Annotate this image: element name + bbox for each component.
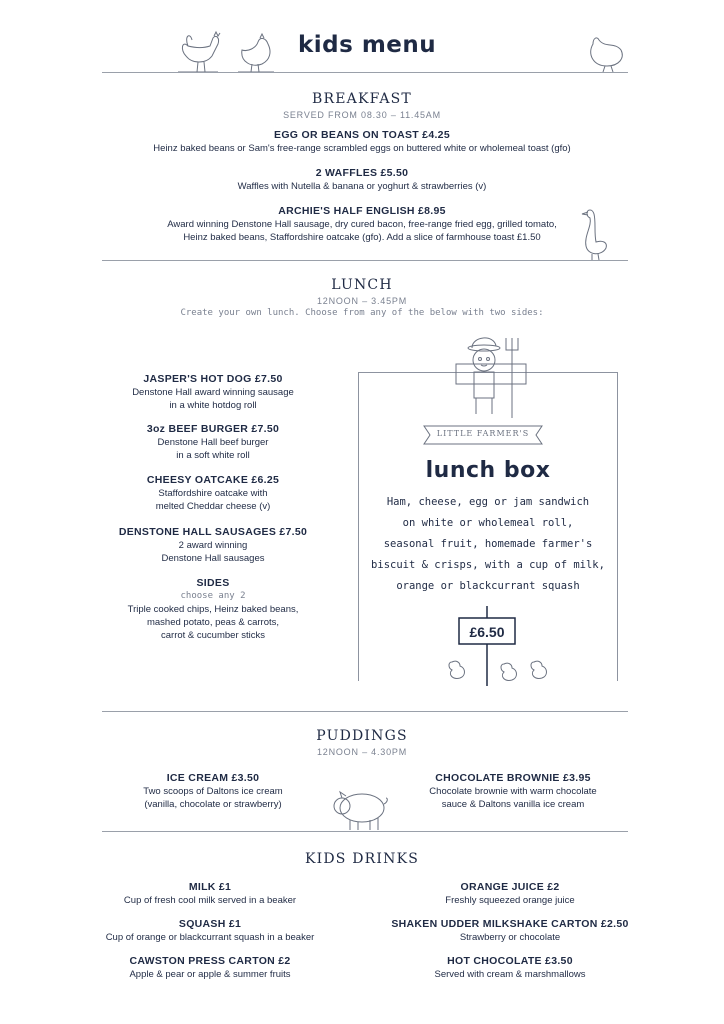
lunch-box-line: Ham, cheese, egg or jam sandwich (386, 496, 590, 508)
item-desc: Waffles with Nutella & banana or yoghurt & strawberries (v) (237, 181, 487, 192)
item-name: CHEESY OATCAKE £6.25 (146, 474, 280, 486)
item-desc-line2: sauce & Daltons vanilla ice cream (441, 799, 585, 810)
item-desc-line1: Two scoops of Daltons ice cream (143, 786, 283, 797)
drink-item-milkshake (384, 917, 636, 944)
lunch-box-description (358, 492, 618, 597)
lunch-served: 12NOON – 3.45PM (316, 296, 408, 306)
item-name: ORANGE JUICE £2 (460, 881, 560, 893)
item-name: SHAKEN UDDER MILKSHAKE CARTON £2.50 (391, 918, 629, 930)
farmer-illustration (456, 330, 526, 420)
drink-item-milk (90, 880, 330, 907)
item-desc: Served with cream & marshmallows (434, 969, 586, 980)
item-desc: Heinz baked beans or Sam's free-range scrambled eggs on buttered white or wholemeal toast (gfo) (153, 143, 571, 154)
lunch-box-title: lunch box (425, 458, 551, 483)
lunch-box-line: on white or wholemeal roll, (402, 517, 574, 529)
drink-item-hot-chocolate (390, 954, 630, 981)
item-desc: Cup of fresh cool milk served in a beaker (123, 895, 297, 906)
item-name: EGG OR BEANS ON TOAST £4.25 (274, 129, 450, 141)
menu-item-waffles (0, 166, 724, 193)
item-desc-line1: Award winning Denstone Hall sausage, dry cured bacon, free-range fried egg, grilled tomato, (167, 219, 557, 230)
item-name: SQUASH £1 (178, 918, 242, 930)
item-desc: Strawberry or chocolate (459, 932, 561, 943)
menu-item-brownie (400, 771, 626, 811)
lunch-intro: Create your own lunch. Choose from any of the below with two sides: (180, 308, 544, 318)
sides-desc-line3: carrot & cucumber sticks (161, 630, 265, 641)
item-name: 2 WAFFLES £5.50 (315, 167, 409, 179)
item-desc-line1: Staffordshire oatcake with (158, 488, 268, 499)
puddings-rule (102, 831, 628, 832)
menu-item-hot-dog (102, 372, 324, 412)
drinks-heading: KIDS DRINKS (304, 851, 420, 867)
puddings-served: 12NOON – 4.30PM (316, 747, 408, 757)
lunch-rule (102, 711, 628, 712)
pig-illustration (328, 786, 390, 832)
lunch-box-banner: LITTLE FARMER'S (436, 429, 530, 438)
lunch-box-line: seasonal fruit, homemade farmer's (383, 538, 593, 550)
item-name: DENSTONE HALL SAUSAGES £7.50 (118, 526, 308, 538)
item-desc-line1: 2 award winning (178, 540, 248, 551)
item-desc: Freshly squeezed orange juice (445, 895, 575, 906)
item-name: JASPER'S HOT DOG £7.50 (143, 373, 283, 385)
item-desc-line2: Denstone Hall sausages (161, 553, 265, 564)
item-desc-line2: in a white hotdog roll (169, 400, 257, 411)
drink-item-squash (90, 917, 330, 944)
lunch-box-line: orange or blackcurrant squash (396, 580, 580, 592)
item-desc-line2: melted Cheddar cheese (v) (155, 501, 271, 512)
lunch-heading: LUNCH (331, 277, 393, 293)
sides-desc-line1: Triple cooked chips, Heinz baked beans, (127, 604, 299, 615)
item-name: CAWSTON PRESS CARTON £2 (129, 955, 291, 967)
lunch-box-price: £6.50 (469, 624, 505, 640)
item-name: 3oz BEEF BURGER £7.50 (146, 423, 280, 435)
menu-item-sides (102, 576, 324, 642)
header-rule (102, 72, 628, 73)
item-desc-line1: Denstone Hall beef burger (157, 437, 269, 448)
breakfast-heading: BREAKFAST (312, 91, 412, 107)
item-desc-line1: Denstone Hall award winning sausage (132, 387, 294, 398)
menu-item-cheesy-oatcake (102, 473, 324, 513)
lunch-box-line: biscuit & crisps, with a cup of milk, (371, 559, 605, 571)
menu-item-half-english (0, 204, 724, 244)
item-name: HOT CHOCOLATE £3.50 (447, 955, 573, 967)
item-name: CHOCOLATE BROWNIE £3.95 (435, 772, 591, 784)
item-name: ICE CREAM £3.50 (166, 772, 260, 784)
goose-illustration (580, 206, 610, 262)
hen-right-illustration (585, 30, 629, 74)
menu-item-egg-beans (0, 128, 724, 155)
item-name: ARCHIE'S HALF ENGLISH £8.95 (278, 205, 446, 217)
item-desc-line2: (vanilla, chocolate or strawberry) (144, 799, 282, 810)
chicks-illustration (444, 652, 554, 682)
item-desc: Cup of orange or blackcurrant squash in a beaker (105, 932, 315, 943)
item-desc-line2: Heinz baked beans, Staffordshire oatcake (gfo). Add a slice of farmhouse toast £1.50 (183, 232, 541, 243)
sides-desc-line2: mashed potato, peas & carrots, (146, 617, 280, 628)
drink-item-cawston (90, 954, 330, 981)
rooster-illustration (178, 26, 234, 74)
item-desc-line2: in a soft white roll (176, 450, 250, 461)
breakfast-served: SERVED FROM 08.30 – 11.45AM (283, 110, 441, 120)
item-name: MILK £1 (188, 881, 232, 893)
drink-item-orange-juice (390, 880, 630, 907)
menu-item-sausages (102, 525, 324, 565)
item-desc: Apple & pear or apple & summer fruits (129, 969, 291, 980)
sides-note: choose any 2 (180, 591, 246, 601)
menu-item-beef-burger (102, 422, 324, 462)
item-name: SIDES (196, 577, 230, 589)
menu-item-ice-cream (102, 771, 324, 811)
page-title: kids menu (298, 32, 437, 58)
puddings-heading: PUDDINGS (316, 728, 408, 744)
breakfast-rule (102, 260, 628, 261)
item-desc-line1: Chocolate brownie with warm chocolate (429, 786, 597, 797)
hen-illustration (236, 30, 278, 74)
